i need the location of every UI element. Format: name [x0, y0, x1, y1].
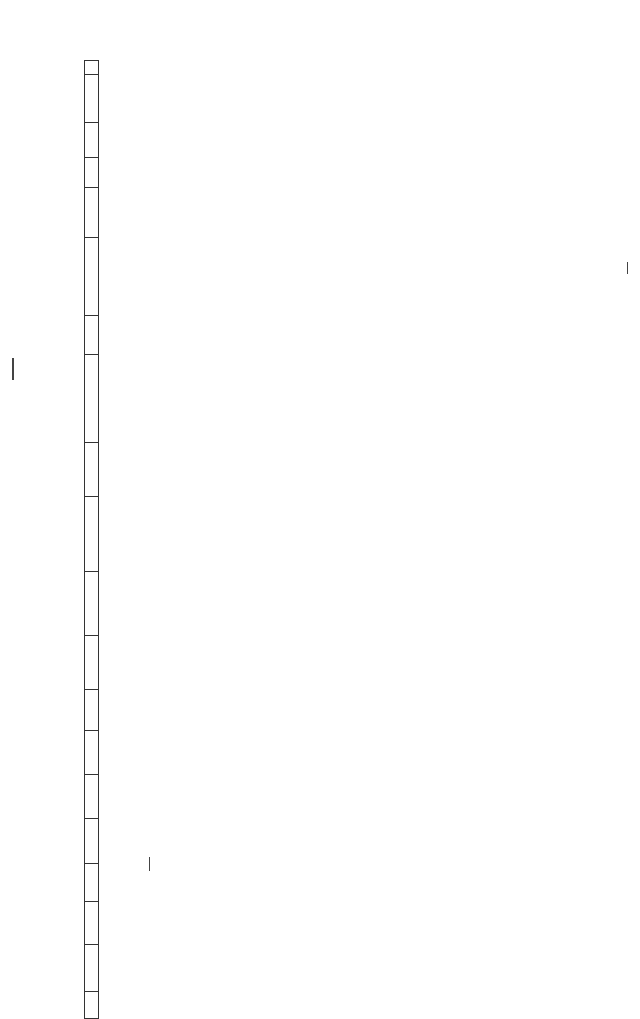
table-cell: [85, 497, 99, 572]
table-cell: [85, 636, 99, 690]
scan-mark: [627, 262, 628, 274]
budget-table: [84, 60, 605, 1019]
table-cell: [85, 731, 99, 775]
table-cell: [85, 188, 99, 238]
table-cell: [85, 123, 99, 158]
table-cell: [85, 572, 99, 636]
scan-mark: [12, 358, 14, 380]
table-cell: [85, 158, 99, 188]
table-cell: [85, 238, 99, 316]
table-cell: [85, 902, 99, 945]
table-cell: [85, 355, 99, 443]
table-cell: [85, 945, 99, 992]
table-cell: [85, 316, 99, 355]
table-cell: [85, 864, 99, 902]
table-cell: [85, 775, 99, 819]
table-cell: [85, 75, 99, 123]
table-cell: [85, 819, 99, 864]
table-cell: [85, 443, 99, 497]
table-cell: [85, 61, 99, 75]
table-cell: [85, 992, 99, 1019]
table-cell: [85, 690, 99, 731]
